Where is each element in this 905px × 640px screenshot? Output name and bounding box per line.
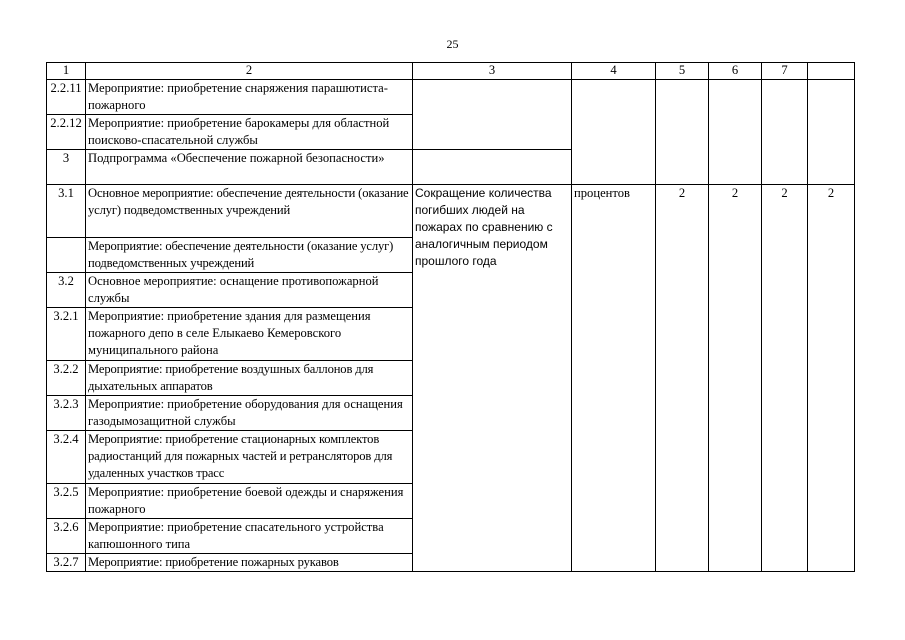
indicator-name: Сокращение количества погибших людей на пожарах по сравнению с аналогичным периодом прошлого года — [413, 185, 572, 572]
indicator-value: 2 — [762, 185, 808, 572]
row-number: 3.2.5 — [47, 484, 86, 519]
row-number: 3.2.6 — [47, 519, 86, 554]
header-cell: 1 — [47, 63, 86, 80]
empty-cell — [413, 150, 572, 185]
empty-cell — [762, 80, 808, 185]
row-number: 3.1 — [47, 185, 86, 238]
header-cell: 3 — [413, 63, 572, 80]
row-number: 3.2.3 — [47, 396, 86, 431]
row-number: 3.2.7 — [47, 554, 86, 572]
row-text: Мероприятие: приобретение воздушных баллонов для дыхательных аппаратов — [86, 361, 413, 396]
table-row — [47, 80, 855, 115]
row-text: Мероприятие: приобретение боевой одежды и снаряжения пожарного — [86, 484, 413, 519]
table-row — [47, 185, 855, 238]
indicator-unit: процентов — [572, 185, 656, 572]
empty-cell — [413, 80, 572, 150]
row-number: 2.2.11 — [47, 80, 86, 115]
row-number: 3.2.2 — [47, 361, 86, 396]
row-number: 3.2.4 — [47, 431, 86, 484]
row-number: 3.2 — [47, 273, 86, 308]
empty-cell — [572, 80, 656, 185]
program-table — [46, 62, 855, 572]
row-number: 3 — [47, 150, 86, 185]
row-number: 2.2.12 — [47, 115, 86, 150]
row-text: Мероприятие: приобретение снаряжения парашютиста-пожарного — [86, 80, 413, 115]
row-text: Мероприятие: приобретение стационарных комплектов радиостанций для пожарных частей и ретрансляторов для удаленных участков трасс — [86, 431, 413, 484]
row-number — [47, 238, 86, 273]
row-text: Основное мероприятие: обеспечение деятельности (оказание услуг) подведомственных учреждений — [86, 185, 413, 238]
row-text: Мероприятие: приобретение спасательного устройства капюшонного типа — [86, 519, 413, 554]
row-number: 3.2.1 — [47, 308, 86, 361]
row-text: Мероприятие: приобретение здания для размещения пожарного депо в селе Елыкаево Кемеровского муниципального района — [86, 308, 413, 361]
empty-cell — [709, 80, 762, 185]
row-text: Мероприятие: приобретение барокамеры для областной поисково-спасательной службы — [86, 115, 413, 150]
empty-cell — [808, 80, 855, 185]
empty-cell — [656, 80, 709, 185]
indicator-value: 2 — [709, 185, 762, 572]
row-text: Мероприятие: приобретение оборудования для оснащения газодымозащитной службы — [86, 396, 413, 431]
indicator-value: 2 — [808, 185, 855, 572]
indicator-value: 2 — [656, 185, 709, 572]
header-cell: 6 — [709, 63, 762, 80]
row-text: Мероприятие: приобретение пожарных рукавов — [86, 554, 413, 572]
page-number: 25 — [446, 37, 459, 51]
header-cell: 4 — [572, 63, 656, 80]
row-text: Основное мероприятие: оснащение противопожарной службы — [86, 273, 413, 308]
header-cell — [808, 63, 855, 80]
header-cell: 7 — [762, 63, 808, 80]
row-text: Мероприятие: обеспечение деятельности (оказание услуг) подведомственных учреждений — [86, 238, 413, 273]
header-cell: 5 — [656, 63, 709, 80]
header-cell: 2 — [86, 63, 413, 80]
header-row — [47, 63, 855, 80]
row-text: Подпрограмма «Обеспечение пожарной безопасности» — [86, 150, 413, 185]
